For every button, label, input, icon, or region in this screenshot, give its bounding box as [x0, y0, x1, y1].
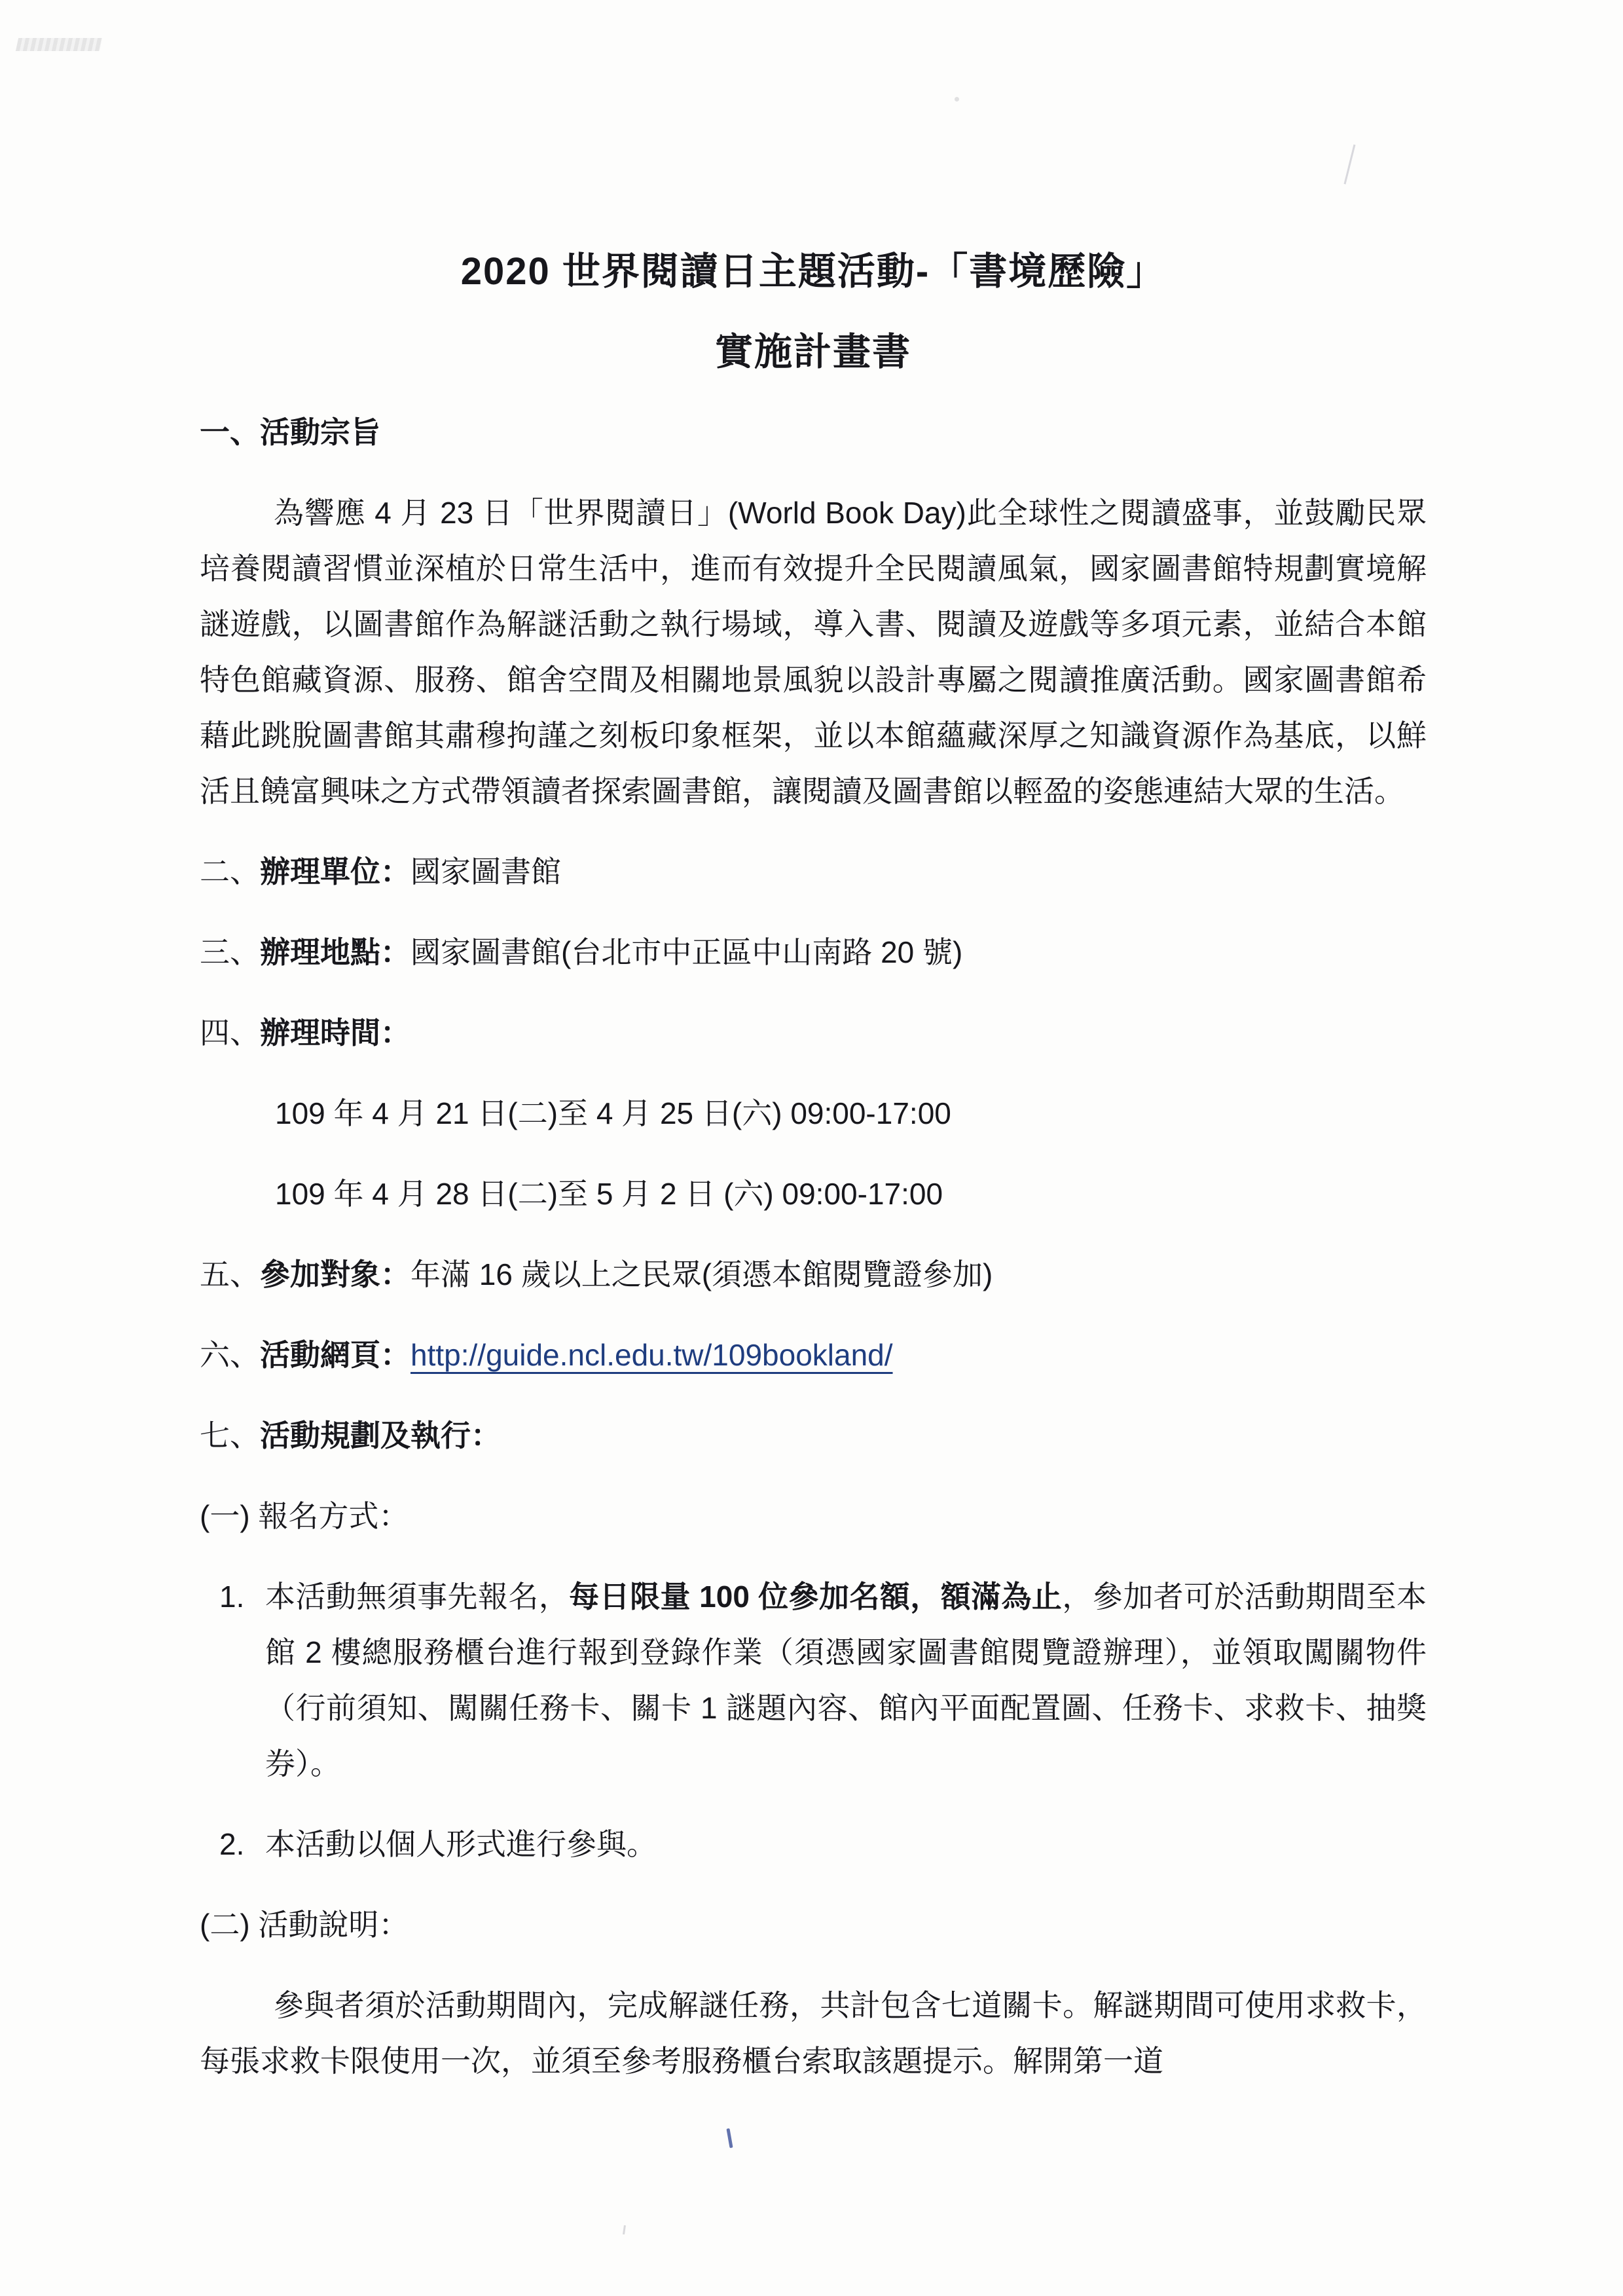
section-organizer-colon: ：	[380, 855, 410, 889]
subsection-registration-heading: (一) 報名方式：	[200, 1499, 409, 1533]
section-website-colon: ：	[380, 1338, 410, 1372]
section-planning-label: 活動規劃及執行	[260, 1418, 471, 1453]
scan-artifact-blue-ink	[726, 2128, 733, 2148]
registration-item-1-text-post: ，參加者可於活動期間至本館 2 樓總服務櫃台進行報到登錄作業（須憑國家圖書館閱覽證辦理），並領取闖關物件（行前須知、闖關任務卡、關卡 1 謎題內容、館內平面配置圖、任務卡、求救卡、抽獎券）。	[265, 1580, 1427, 1781]
section-location-value: 國家圖書館(台北市中正區中山南路 20 號)	[410, 935, 963, 969]
doc-title-line-2: 實施計畫書	[714, 331, 911, 373]
section-purpose-number: 一、	[200, 415, 260, 449]
registration-item-2-text: 本活動以個人形式進行參與。	[265, 1827, 657, 1861]
section-website-number: 六、	[200, 1338, 260, 1372]
section-planning-number: 七、	[200, 1418, 260, 1453]
schedule-time-1: 109 年 4 月 21 日(二)至 4 月 25 日(六) 09:00-17:00	[275, 1096, 951, 1130]
subsection-description-heading: (二) 活動說明：	[200, 1908, 409, 1942]
website-link[interactable]: http://guide.ncl.edu.tw/109bookland/	[410, 1338, 893, 1372]
registration-item-2	[200, 1817, 1427, 1872]
section-organizer-label: 辦理單位	[260, 855, 380, 889]
section-schedule-label: 辦理時間	[260, 1016, 380, 1050]
schedule-time-2: 109 年 4 月 28 日(二)至 5 月 2 日 (六) 09:00-17:00	[275, 1177, 943, 1211]
section-participants-value: 年滿 16 歲以上之民眾(須憑本館閱覽證參加)	[410, 1257, 993, 1291]
registration-item-2-marker: 2.	[219, 1827, 245, 1861]
section-location-number: 三、	[200, 935, 260, 969]
purpose-paragraph: 為響應 4 月 23 日「世界閱讀日」(World Book Day)此全球性之閱讀盛事，並鼓勵民眾培養閱讀習慣並深植於日常生活中，進而有效提升全民閱讀風氣，國家圖書館特規劃實境解謎遊戲，以圖書館作為解謎活動之執行場域，導入書、閱讀及遊戲等多項元素，並結合本館特色館藏資源、服務、館舍空間及相關地景風貌以設計專屬之閱讀推廣活動。國家圖書館希藉此跳脫圖書館其肅穆拘謹之刻板印象框架，並以本館蘊藏深厚之知識資源作為基底，以鮮活且饒富興味之方式帶領讀者探索圖書館，讓閱讀及圖書館以輕盈的姿態連結大眾的生活。	[200, 496, 1427, 808]
registration-item-1-text-bold: 每日限量 100 位參加名額，額滿為止	[569, 1580, 1063, 1614]
section-schedule-number: 四、	[200, 1016, 260, 1050]
section-organizer-number: 二、	[200, 855, 260, 889]
section-organizer	[200, 844, 1427, 900]
section-purpose-label: 活動宗旨	[260, 415, 380, 449]
section-organizer-value: 國家圖書館	[410, 855, 561, 889]
doc-title-line-1: 2020 世界閱讀日主題活動-「書境歷險」	[460, 250, 1166, 293]
section-schedule-heading	[200, 1005, 1427, 1061]
section-location	[200, 925, 1427, 980]
registration-item-1-marker: 1.	[219, 1580, 245, 1614]
section-schedule-colon: ：	[380, 1016, 410, 1050]
scan-artifact-gray-tick	[623, 2225, 626, 2234]
section-website	[200, 1327, 1427, 1383]
section-planning-colon: ：	[471, 1418, 501, 1453]
section-participants-number: 五、	[200, 1257, 260, 1291]
section-location-label: 辦理地點	[260, 935, 380, 969]
section-participants-colon: ：	[380, 1257, 410, 1291]
section-website-label: 活動網頁	[260, 1338, 380, 1372]
section-location-colon: ：	[380, 935, 410, 969]
section-purpose-heading	[200, 405, 1427, 460]
section-participants-label: 參加對象	[260, 1257, 380, 1291]
description-paragraph: 參與者須於活動期間內，完成解謎任務，共計包含七道關卡。解謎期間可使用求救卡，每張求救卡限使用一次，並須至參考服務櫃台索取該題提示。解開第一道	[200, 1988, 1427, 2078]
section-planning-heading	[200, 1408, 1427, 1464]
registration-item-1-text-pre: 本活動無須事先報名，	[265, 1580, 570, 1614]
section-participants	[200, 1247, 1427, 1303]
registration-item-1	[200, 1569, 1427, 1792]
